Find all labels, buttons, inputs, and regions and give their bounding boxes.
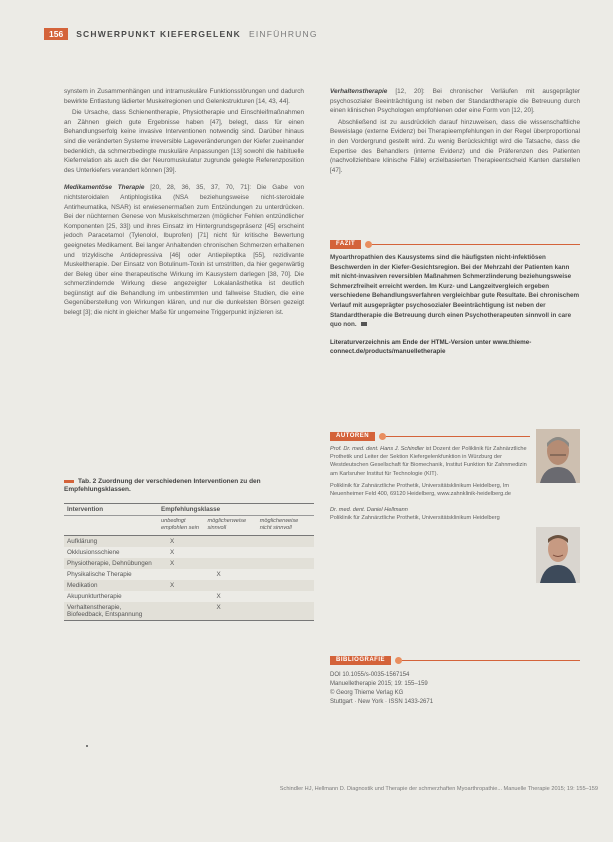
- bibliography-tag: BIBLIOGRAFIE: [330, 656, 391, 665]
- paragraph: synstem in Zusammenhängen und intramuskuläre Funktionsstörungen und dadurch bewirkte Entlastung lädierter Muskelregionen und Gelenkstrukturen [14, 43, 44].: [64, 88, 304, 105]
- divider: [372, 244, 580, 245]
- fazit-tagbar: [330, 240, 580, 249]
- table-caption: [64, 478, 314, 495]
- citation: Manuelletherapie 2015; 19: 155–159: [330, 681, 428, 687]
- table-row: [64, 591, 314, 602]
- row-mark: [158, 569, 205, 580]
- author-2-photo: [536, 527, 580, 583]
- row-label: Okklusionsschiene: [67, 548, 120, 556]
- authors-tagbar: [330, 432, 530, 441]
- fazit-box: [330, 240, 580, 357]
- row-label: Aufklärung: [67, 537, 98, 545]
- table-row: [64, 580, 314, 591]
- author-1: [330, 445, 530, 478]
- literature-note: Literaturverzeichnis am Ende der HTML-Version unter www.thieme-connect.de/products/manuelletherapie: [330, 338, 532, 356]
- row-mark: X: [170, 537, 175, 545]
- row-label: Medikation: [67, 581, 98, 589]
- row-mark: X: [216, 570, 221, 578]
- authors-tag: AUTOREN: [330, 432, 375, 441]
- recommendation-table: [64, 503, 314, 621]
- row-mark: [205, 580, 257, 591]
- row-label: Verhaltenstherapie, Biofeedback, Entspannung: [64, 602, 158, 621]
- circle-icon: [395, 657, 402, 664]
- table-row: [64, 535, 314, 547]
- row-mark: X: [170, 559, 175, 567]
- row-mark: [205, 558, 257, 569]
- author-1-bio: ist Dozent der Poliklinik für Zahnärztliche Prothetik und Leiter der Sektion Kiefergelenkfunktion in Würzburg der Westdeutschen Gesellschaft für Biomechanik, Institut Funktion für Zahnmedizin am Karlsruher Institut für Technologie (KIT).: [330, 446, 527, 477]
- bibliography-text: [330, 671, 580, 707]
- copyright: © Georg Thieme Verlag KG: [330, 690, 404, 696]
- caption-bar: [64, 480, 74, 483]
- table-row: [64, 547, 314, 558]
- row-mark: X: [205, 602, 257, 621]
- table-row: [64, 602, 314, 621]
- caption-text: Tab. 2 Zuordnung der verschiedenen Interventionen zu den Empfehlungsklassen.: [64, 478, 261, 494]
- col-subheader-2: möglicherweise sinnvoll: [205, 516, 257, 536]
- row-mark: X: [216, 592, 221, 600]
- row-mark: [257, 535, 314, 547]
- fazit-text: [330, 253, 580, 330]
- fazit-tag: FAZIT: [330, 240, 361, 249]
- row-mark: [257, 569, 314, 580]
- margin-dot: [86, 745, 88, 747]
- paragraph: Die Ursache, dass Schienentherapie, Physiotherapie und Einschleifmaßnahmen an Zähnen gleich gute Ergebnisse haben [47], belegt, dass für einen Behandlungserfolg keine invasive Interventionen notwendig sind. Darüber hinaus sind die veränderten Systeme irreversible Lageveränderungen der Kiefer zueinander bedenklich, da schmerzbedingte muskuläre Anpassungen [13] sowohl die habituelle Kieferrelation als auch die der Neuromuskulatur zugrunde gelegte Referenzposition des Unterkiefers verandert können [39].: [64, 109, 304, 174]
- row-mark: [257, 547, 314, 558]
- page-number: 156: [44, 28, 68, 40]
- row-mark: [257, 580, 314, 591]
- paragraph: Abschließend ist zu ausdrücklich darauf hinzuweisen, dass die wissenschaftliche Beweislage (externe Evidenz) bei Therapieempfehlungen in der Regel überproportional in den Vordergrund gestellt wird. Zu wenig Berücksichtigt wird die Tatsache, dass die Expertise des Behandlers (interne Evidenz) und die Präferenzen des Patienten (nachvollziehbare klinische Fälle) erzielbasierten Therapieentscheid Kanten darstellen [47].: [330, 118, 580, 174]
- paragraph-body: [20, 28, 36, 35, 37, 70, 71]: Die Gabe von nichtsteroidalen Antiphlogistika (NSA beziehungsweise nicht-steroidale Antirheumatika, NSAR) ist erwiesenermaßen zum Entzündungen zu unterdrücken. Bei der nüchternen Genese von Muskelschmerzen (möglicher Fehlen entzündlicher Komponenten [25, 33]) und ihres Einsatz im Hintergrundsgepräsenz [45] erscheint jedoch Paracetamol (Tylenolol, Ibuprofen) [71] nicht für kritische Bewertung geeignetes Medikament. Bei langer Anhaltenden chronischen Schmerzen erhaltenen und trizyklische Antidepressiva [46] oder Antiepileptika [55], rezidivante Muskeltherapie. Der Einsatz von Botulinum-Toxin ist umstritten, da hier gegenwärtig der Beleg über eine therapeutische Wirkung im Kausystem darlegen [38, 70]. Die schmerzlindernde Wirkung diese angezeigter Lokalanästhetika ist deutlich begünstigt auf die Behandlung im unbestimmten und fallweise Studien, die eine Gegenüberstellung von Wirkungen klären, und nur die dunkelsten Börsen gezeigt belegt [3]; die nicht in gleicher Maße für ungemeine Triggerpunkt injizieren ist.: [64, 184, 305, 317]
- col-subheader-empty: [64, 516, 158, 536]
- table-row: [64, 558, 314, 569]
- row-label: Physikalische Therapie: [67, 570, 132, 578]
- row-mark: [158, 591, 205, 602]
- author-2: [330, 506, 530, 522]
- row-label: Physiotherapie, Dehnübungen: [67, 559, 152, 567]
- row-mark: [158, 602, 205, 621]
- col-header-class: Empfehlungsklasse: [158, 504, 314, 516]
- col-subheader-1: unbedingt empfohlen sein: [158, 516, 205, 536]
- col-header-intervention: Intervention: [64, 504, 158, 516]
- author-1-photo: [536, 429, 580, 483]
- author-1-address: Poliklinik für Zahnärztliche Prothetik, Universitätsklinikum Heidelberg, Im Neuenheimer Feld 400, 69120 Heidelberg, www.zahnklinik-heidelberg.de: [330, 482, 511, 498]
- circle-icon: [365, 241, 372, 248]
- row-mark: X: [170, 581, 175, 589]
- fazit-body: Myoarthropathien des Kausystems sind die häufigsten nicht-infektiösen Beschwerden in der Kiefer-Gesichtsregion. Bei der Mehrzahl der Patienten kann mit nicht-invasiven reversiblen Maßnahmen Schmerzlinderung beziehungsweise Schmerzfreiheit erreicht werden. Im Kurz- und Langzeitvergleich ergeben verschiedene Behandlungsverfahren vergleichbar gute Resultate. Bei chronischem Verlauf mit ausgeprägter psychosozialer Beeinträchtigung ist neben der Standardtherapie die Betreuung durch einen Psychotherapeuten sinnvoll in care quo non.: [330, 254, 580, 329]
- row-mark: [257, 602, 314, 621]
- doi: DOI 10.1055/s-0035-1567154: [330, 672, 410, 678]
- page-footer: Schindler HJ, Hellmann D. Diagnostik und Therapie der schmerzhaften Myoarthropathie... Manuelle Therapie 2015; 19: 155–159: [279, 786, 598, 792]
- author-2-name: Dr. med. dent. Daniel Hellmann: [330, 507, 408, 514]
- paragraph: [64, 183, 304, 317]
- col-subheader-3: möglicherweise nicht sinnvoll: [257, 516, 314, 536]
- bibliography-tagbar: [330, 656, 580, 665]
- row-mark: [205, 535, 257, 547]
- paragraph: [330, 87, 580, 116]
- author-2-bio: Poliklinik für Zahnärztliche Prothetik, Universitätsklinikum Heidelberg: [330, 515, 500, 522]
- section-subtitle: EINFÜHRUNG: [249, 29, 318, 39]
- end-square-icon: [361, 322, 367, 326]
- divider: [386, 436, 530, 437]
- right-column: [330, 87, 580, 177]
- divider: [402, 660, 580, 661]
- row-mark: [257, 591, 314, 602]
- author-1-name: Prof. Dr. med. dent. Hans J. Schindler: [330, 446, 424, 452]
- paragraph-lead: Medikamentöse Therapie: [64, 184, 145, 192]
- paragraph-lead: Verhaltenstherapie: [330, 88, 388, 95]
- circle-icon: [379, 433, 386, 440]
- row-mark: [205, 547, 257, 558]
- table-row: [64, 569, 314, 580]
- paragraph-body: [12, 20]: Bei chronischer Verläufen mit ausgeprägter psychosozialer Beeinträchtigung ist neben der Standardtherapie die Betreuung durch einen klinischen Psychologen empfohlenen oder eine Form von [12, 20].: [330, 88, 580, 115]
- running-header: [44, 28, 318, 40]
- row-mark: [257, 558, 314, 569]
- row-label: Akupunkturtherapie: [67, 592, 122, 600]
- left-column: [64, 87, 304, 320]
- bibliography-box: [330, 656, 580, 707]
- publisher-place: Stuttgart · New York · ISSN 1433-2671: [330, 699, 434, 705]
- section-title: SCHWERPUNKT KIEFERGELENK: [76, 29, 241, 39]
- row-mark: X: [170, 548, 175, 556]
